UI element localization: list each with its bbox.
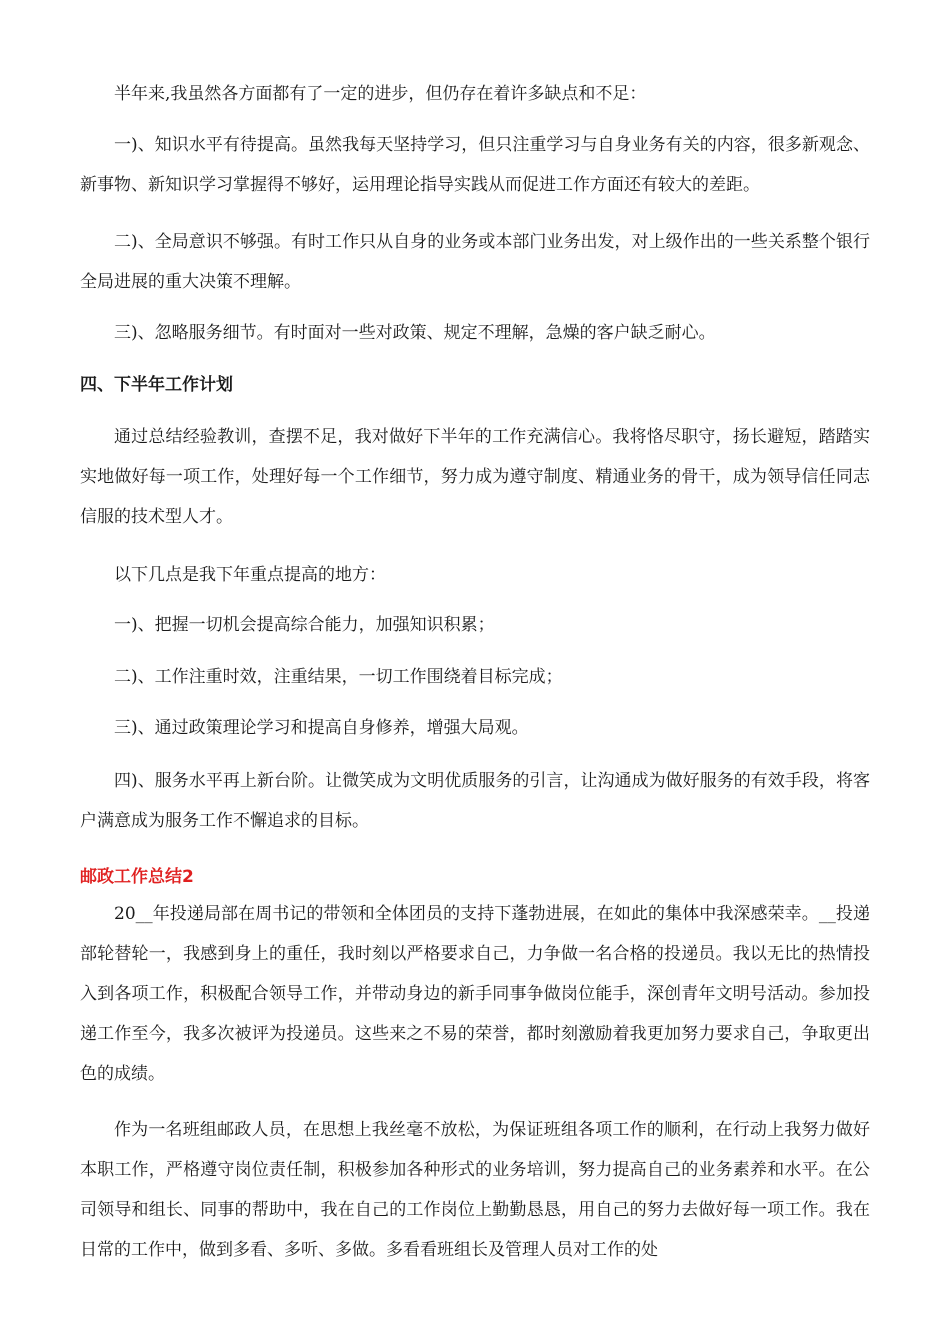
paragraph-improvement-intro: 以下几点是我下年重点提高的地方：	[114, 565, 386, 585]
paragraph-shortcoming-1: 一)、知识水平有待提高。虽然我每天坚持学习，但只注重学习与自身业务有关的内容，很多新观念、新事物、新知识学习掌握得不够好，运用理论指导实践从而促进工作方面还有较大的差距。	[80, 135, 870, 195]
paragraph-postal-staff: 作为一名班组邮政人员，在思想上我丝毫不放松，为保证班组各项工作的顺利，在行动上我努力做好本职工作，严格遵守岗位责任制，积极参加各种形式的业务培训，努力提高自己的业务素养和水平。在公司领导和组长、同事的帮助中，我在自己的工作岗位上勤勤恳恳，用自己的努力去做好每一项工作。我在日常的工作中，做到多看、多听、多做。多看看班组长及管理人员对工作的处	[80, 1120, 870, 1260]
paragraph-improvement-4: 四)、服务水平再上新台阶。让微笑成为文明优质服务的引言，让沟通成为做好服务的有效手段，将客户满意成为服务工作不懈追求的目标。	[80, 771, 870, 831]
section-title-postal-summary-2: 邮政工作总结2	[80, 867, 194, 887]
paragraph-shortcomings-intro: 半年来,我虽然各方面都有了一定的进步，但仍存在着许多缺点和不足：	[114, 84, 647, 104]
paragraph-plan-intro: 通过总结经验教训，查摆不足，我对做好下半年的工作充满信心。我将恪尽职守，扬长避短，踏踏实实地做好每一项工作，处理好每一个工作细节，努力成为遵守制度、精通业务的骨干，成为领导信任同志信服的技术型人才。	[80, 427, 870, 527]
paragraph-improvement-3: 三)、通过政策理论学习和提高自身修养，增强大局观。	[114, 718, 529, 738]
paragraph-shortcoming-2: 二)、全局意识不够强。有时工作只从自身的业务或本部门业务出发，对上级作出的一些关系整个银行全局进展的重大决策不理解。	[80, 232, 870, 292]
heading-second-half-plan: 四、下半年工作计划	[80, 375, 233, 395]
paragraph-shortcoming-3: 三)、忽略服务细节。有时面对一些对政策、规定不理解，急燥的客户缺乏耐心。	[114, 323, 716, 343]
paragraph-improvement-2: 二)、工作注重时效，注重结果，一切工作围绕着目标完成；	[114, 667, 563, 687]
paragraph-improvement-1: 一)、把握一切机会提高综合能力，加强知识积累；	[114, 615, 495, 635]
paragraph-delivery-intro: 20__年投递局部在周书记的带领和全体团员的支持下蓬勃进展，在如此的集体中我深感荣幸。__投递部轮替轮一，我感到身上的重任，我时刻以严格要求自己，力争做一名合格的投递员。我以无比的热情投入到各项工作，积极配合领导工作，并带动身边的新手同事争做岗位能手，深创青年文明号活动。参加投递工作至今，我多次被评为投递员。这些来之不易的荣誉，都时刻激励着我更加努力要求自己，争取更出色的成绩。	[80, 904, 870, 1084]
